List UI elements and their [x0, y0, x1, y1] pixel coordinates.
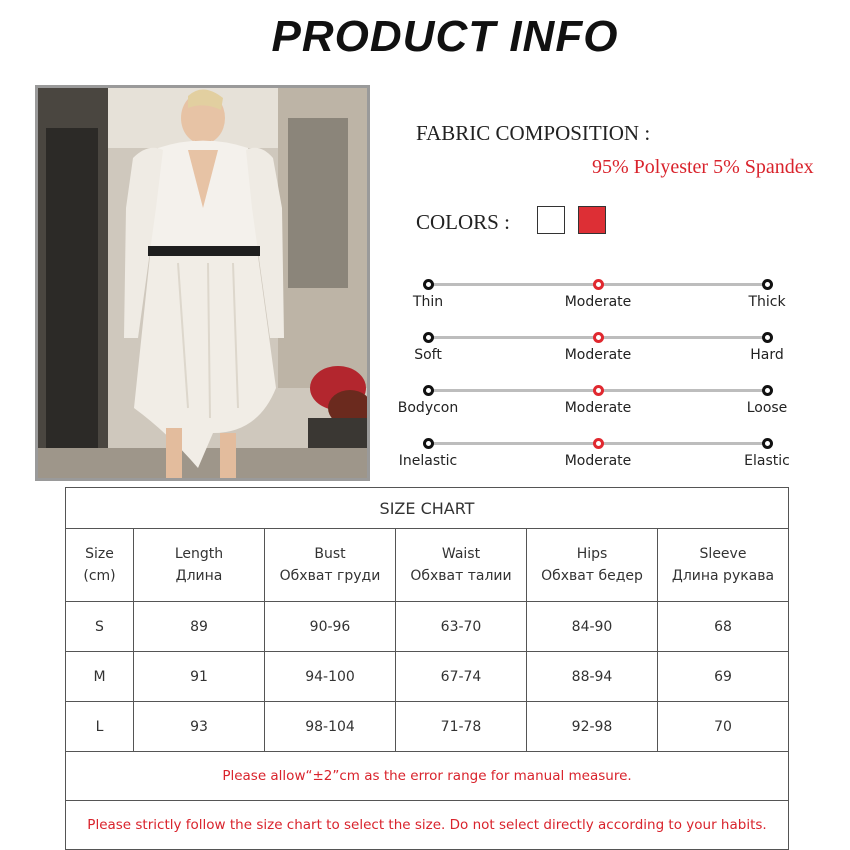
fabric-composition-label: FABRIC COMPOSITION : [416, 121, 651, 145]
scale-dot-left [423, 332, 434, 343]
color-swatch-white[interactable] [537, 206, 565, 234]
header-cell: Bust Обхват груди [265, 529, 396, 602]
scale-left-label: Thin [412, 294, 444, 310]
scale-right-label: Loose [746, 400, 788, 416]
table-row [66, 702, 789, 752]
scale-dot-right [762, 332, 773, 343]
table-cell: 94-100 [265, 652, 396, 702]
table-cell: 98-104 [265, 702, 396, 752]
scale-mid-label: Moderate [564, 453, 632, 469]
scale-dot-right [762, 385, 773, 396]
table-cell: 69 [658, 652, 789, 702]
fabric-composition-value: 95% Polyester 5% Spandex [592, 156, 814, 178]
size-chart-title: SIZE CHART [66, 488, 789, 529]
size-selection-note: Please strictly follow the size chart to select the size. Do not select directly according to your habits. [66, 801, 789, 850]
size-chart-table [65, 487, 789, 850]
table-cell: 89 [134, 602, 265, 652]
table-cell: 68 [658, 602, 789, 652]
scale-mid-label: Moderate [564, 294, 632, 310]
table-cell: 84-90 [527, 602, 658, 652]
scale-left-label: Inelastic [398, 453, 458, 469]
scale-right-label: Elastic [744, 453, 790, 469]
scale-dot-right [762, 438, 773, 449]
header-cell: Hips Обхват бедер [527, 529, 658, 602]
colors-label: COLORS : [416, 210, 510, 234]
table-cell: 90-96 [265, 602, 396, 652]
scale-left-label: Bodycon [397, 400, 459, 416]
scale-dot-mid [593, 332, 604, 343]
header-cell: Length Длина [134, 529, 265, 602]
scale-dot-left [423, 385, 434, 396]
table-header-row [66, 529, 789, 602]
page-title: PRODUCT INFO [271, 12, 619, 61]
color-swatch-red[interactable] [578, 206, 606, 234]
table-cell: S [66, 602, 134, 652]
table-cell: 91 [134, 652, 265, 702]
table-cell: 92-98 [527, 702, 658, 752]
header-cell: Size (cm) [66, 529, 134, 602]
scale-dot-mid [593, 438, 604, 449]
elasticity-scale [399, 438, 799, 488]
scale-dot-left [423, 279, 434, 290]
measurement-error-note: Please allow“±2”cm as the error range for manual measure. [66, 752, 789, 801]
table-cell: 70 [658, 702, 789, 752]
scale-dot-left [423, 438, 434, 449]
scale-dot-right [762, 279, 773, 290]
table-cell: 63-70 [396, 602, 527, 652]
table-cell: M [66, 652, 134, 702]
scale-dot-mid [593, 279, 604, 290]
softness-scale [399, 332, 799, 382]
scale-left-label: Soft [414, 347, 442, 363]
thickness-scale [399, 279, 799, 329]
header-cell: Waist Обхват талии [396, 529, 527, 602]
table-row [66, 652, 789, 702]
scale-mid-label: Moderate [564, 400, 632, 416]
scale-dot-mid [593, 385, 604, 396]
table-row [66, 602, 789, 652]
header-cell: Sleeve Длина рукава [658, 529, 789, 602]
table-cell: 67-74 [396, 652, 527, 702]
table-cell: L [66, 702, 134, 752]
model-photo-illustration [38, 88, 367, 478]
table-cell: 88-94 [527, 652, 658, 702]
scale-right-label: Hard [750, 347, 784, 363]
scale-right-label: Thick [748, 294, 786, 310]
table-cell: 93 [134, 702, 265, 752]
fit-scale [399, 385, 799, 435]
product-photo [35, 85, 370, 481]
scale-mid-label: Moderate [564, 347, 632, 363]
table-cell: 71-78 [396, 702, 527, 752]
